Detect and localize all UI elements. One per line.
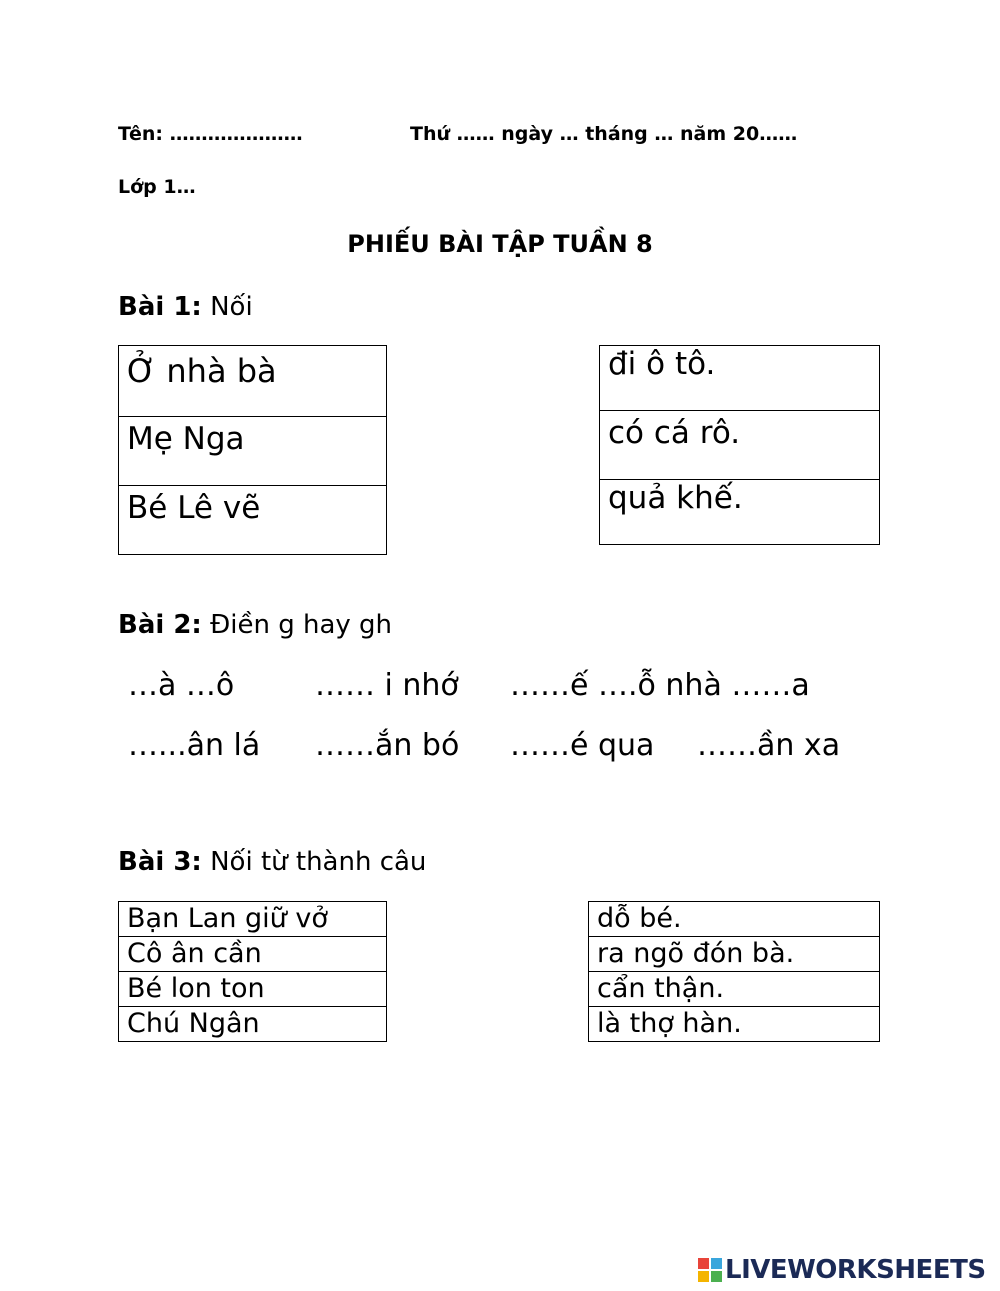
page-title: PHIẾU BÀI TẬP TUẦN 8 [347,230,653,258]
bai3-right-cell[interactable]: ra ngõ đón bà. [589,937,880,972]
bai3-label: Bài 3: [118,847,202,877]
bai3-heading [118,847,426,877]
class-field: Lớp 1… [118,176,196,198]
bai3-right-cell[interactable]: là thợ hàn. [589,1007,880,1042]
bai1-left-cell[interactable]: Mẹ Nga [119,417,387,486]
bai3-left-cell[interactable]: Bạn Lan giữ vở [119,902,387,937]
bai1-right-cell[interactable]: quả khế. [600,480,880,545]
bai3-left-cell[interactable]: Cô ân cần [119,937,387,972]
logo-block [711,1271,722,1282]
bai3-left-cell[interactable]: Chú Ngân [119,1007,387,1042]
bai2-instruction: Điền g hay gh [210,610,393,640]
fill-item[interactable]: …… i nhớ [315,668,459,703]
logo-blocks-icon [698,1258,722,1282]
bai3-left-cell[interactable]: Bé lon ton [119,972,387,1007]
bai1-left-cell[interactable]: Bé Lê vẽ [119,486,387,555]
bai1-right-table [599,345,880,545]
logo-block [698,1271,709,1282]
bai3-right-cell[interactable]: dỗ bé. [589,902,880,937]
fill-item[interactable]: ……é qua [510,728,655,763]
bai3-left-table [118,901,387,1042]
name-field: Tên: ………………… [118,123,303,145]
fill-item[interactable]: ……ế ….ỗ nhà ……a [510,668,810,703]
logo-block [711,1258,722,1269]
fill-item[interactable]: …à …ô [128,668,235,703]
bai3-instruction: Nối từ thành câu [210,847,427,877]
bai1-right-cell[interactable]: có cá rô. [600,411,880,480]
bai1-right-cell[interactable]: đi ô tô. [600,346,880,411]
bai1-instruction: Nối [210,292,253,322]
fill-item[interactable]: …...ân lá [128,728,261,763]
bai1-left-table [118,345,387,555]
date-field: Thứ …… ngày … tháng … năm 20…… [410,123,798,145]
bai2-heading [118,610,392,640]
bai1-label: Bài 1: [118,292,202,322]
bai3-right-cell[interactable]: cẩn thận. [589,972,880,1007]
logo-block [698,1258,709,1269]
fill-item[interactable]: ……ần xa [697,728,841,763]
liveworksheets-logo [698,1254,986,1286]
bai1-left-cell[interactable]: Ở nhà bà [119,346,387,417]
fill-item[interactable]: ……ắn bó [315,728,460,763]
logo-text: LIVEWORKSHEETS [725,1255,986,1285]
bai3-right-table [588,901,880,1042]
bai1-heading [118,292,253,322]
bai2-label: Bài 2: [118,610,202,640]
